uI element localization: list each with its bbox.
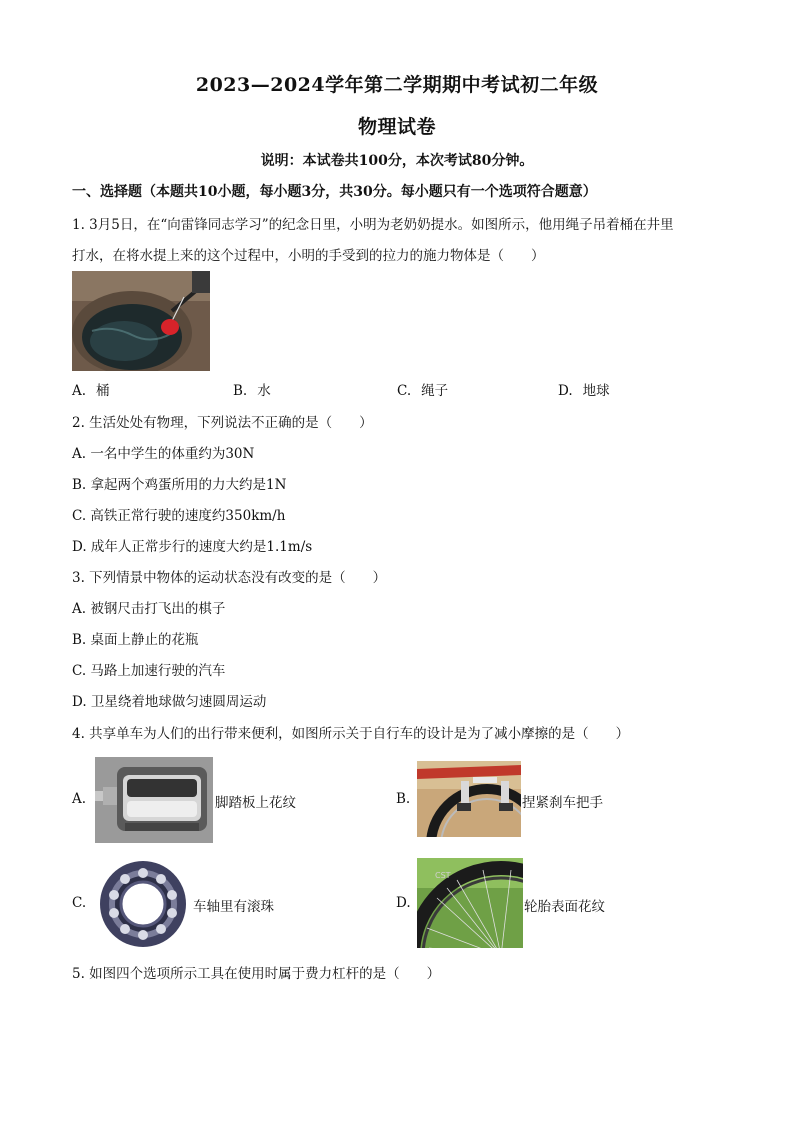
q4-stem: 4. 共享单车为人们的出行带来便利，如图所示关于自行车的设计是为了减小摩擦的是（ ） — [72, 726, 630, 742]
q4-option-b-label[interactable]: B. — [396, 791, 411, 807]
ball-bearing-image[interactable] — [95, 859, 191, 949]
pedal-image[interactable] — [95, 757, 213, 843]
q2-option-b[interactable]: B. 拿起两个鸡蛋所用的力大约是1N — [72, 477, 287, 493]
svg-text:CST: CST — [435, 871, 451, 880]
q3-option-d[interactable]: D. 卫星绕着地球做匀速圆周运动 — [72, 694, 267, 710]
q4-option-a-label[interactable]: A. — [72, 791, 87, 807]
exam-title: 2023—2024学年第二学期期中考试初二年级 — [195, 74, 599, 96]
q3-option-c[interactable]: C. 马路上加速行驶的汽车 — [72, 663, 226, 679]
q2-stem: 2. 生活处处有物理，下列说法不正确的是（ ） — [72, 415, 373, 431]
well-bucket-image — [72, 271, 210, 371]
q4-option-a-caption: 脚踏板上花纹 — [215, 795, 296, 811]
q2-option-a[interactable]: A. 一名中学生的体重约为30N — [72, 446, 255, 462]
q1-stem-line1: 1. 3月5日，在“向雷锋同志学习”的纪念日里，小明为老奶奶提水。如图所示，他用绳子吊着桶在井里 — [72, 217, 674, 233]
q1-option-d[interactable]: D. 地球 — [558, 383, 610, 399]
q2-option-c[interactable]: C. 高铁正常行驶的速度约350km/h — [72, 508, 286, 524]
q4-option-d-caption: 轮胎表面花纹 — [524, 899, 605, 915]
q2-option-d[interactable]: D. 成年人正常步行的速度大约是1.1m/s — [72, 539, 313, 555]
q4-option-c-caption: 车轴里有滚珠 — [193, 899, 274, 915]
q3-option-b[interactable]: B. 桌面上静止的花瓶 — [72, 632, 199, 648]
q1-option-b[interactable]: B. 水 — [233, 383, 271, 399]
exam-note: 说明：本试卷共100分，本次考试80分钟。 — [260, 153, 534, 169]
q1-option-c[interactable]: C. 绳子 — [397, 383, 449, 399]
q1-stem-line2: 打水，在将水提上来的这个过程中，小明的手受到的拉力的施力物体是（ ） — [72, 248, 545, 264]
brake-image[interactable] — [417, 761, 521, 837]
q5-stem: 5. 如图四个选项所示工具在使用时属于费力杠杆的是（ ） — [72, 966, 441, 982]
tire-image[interactable] — [417, 858, 523, 948]
q4-option-b-caption: 捏紧刹车把手 — [522, 795, 603, 811]
q4-option-c-label[interactable]: C. — [72, 895, 87, 911]
q3-stem: 3. 下列情景中物体的运动状态没有改变的是（ ） — [72, 570, 387, 586]
subject-title: 物理试卷 — [357, 116, 436, 138]
q3-option-a[interactable]: A. 被钢尺击打飞出的棋子 — [72, 601, 226, 617]
q4-option-d-label[interactable]: D. — [396, 895, 411, 911]
section-heading: 一、选择题（本题共10小题，每小题3分，共30分。每小题只有一个选项符合题意） — [72, 184, 597, 200]
q1-option-a[interactable]: A. 桶 — [72, 383, 110, 399]
